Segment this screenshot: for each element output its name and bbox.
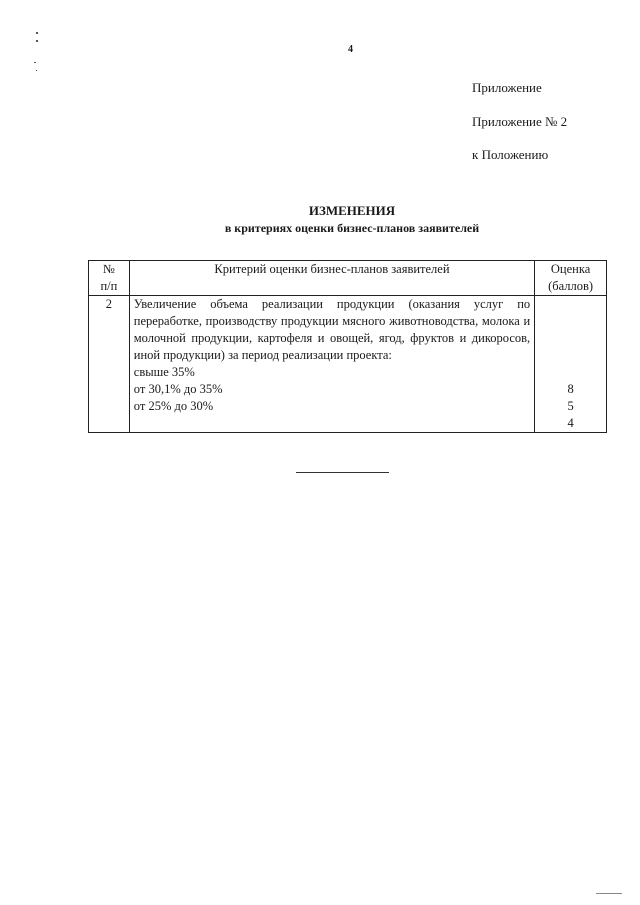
end-divider [296,472,389,473]
criterion-option-3: от 25% до 30% [133,399,214,413]
scan-speck [36,32,38,34]
score-option-3: 4 [567,416,574,430]
header-criterion: Критерий оценки бизнес-планов заявителей [129,261,534,296]
row-criterion [129,296,534,433]
score-option-2: 5 [567,399,574,413]
document-title: ИЗМЕНЕНИЯ [308,203,396,218]
header-score [535,261,607,296]
scan-speck [34,62,36,63]
header-score-line-1: Оценка [550,262,591,276]
criterion-option-1: свыше 35% [133,365,195,379]
document-subtitle: в критериях оценки бизнес-планов заявителей [224,221,480,235]
header-score-line-2: (баллов) [548,279,594,293]
appendix-line-1: Приложение [472,80,542,95]
criteria-table [88,260,607,433]
row-scores [535,296,607,433]
page-number: 4 [348,44,353,55]
header-number-line-2: п/п [100,279,118,293]
scan-speck [36,70,37,71]
scan-speck [596,893,622,894]
table-header-row [89,261,607,296]
header-number [89,261,130,296]
score-option-1: 8 [567,382,574,396]
table-row [89,296,607,433]
appendix-line-2: Приложение № 2 [472,114,568,129]
criterion-option-2: от 30,1% до 35% [133,382,223,396]
header-number-line-1: № [102,262,115,276]
scan-speck [36,40,38,42]
score-spacer [539,296,602,381]
criterion-description: Увеличение объема реализации продукции (оказания услуг по переработке, производству продукции мясного животноводства, молока и молочной продукции, картофеля и овощей, ягод, фруктов и дикоросов, иной продукции) за период реализации проекта: [133,297,531,362]
appendix-line-3: к Положению [472,147,549,162]
row-number: 2 [89,296,130,433]
